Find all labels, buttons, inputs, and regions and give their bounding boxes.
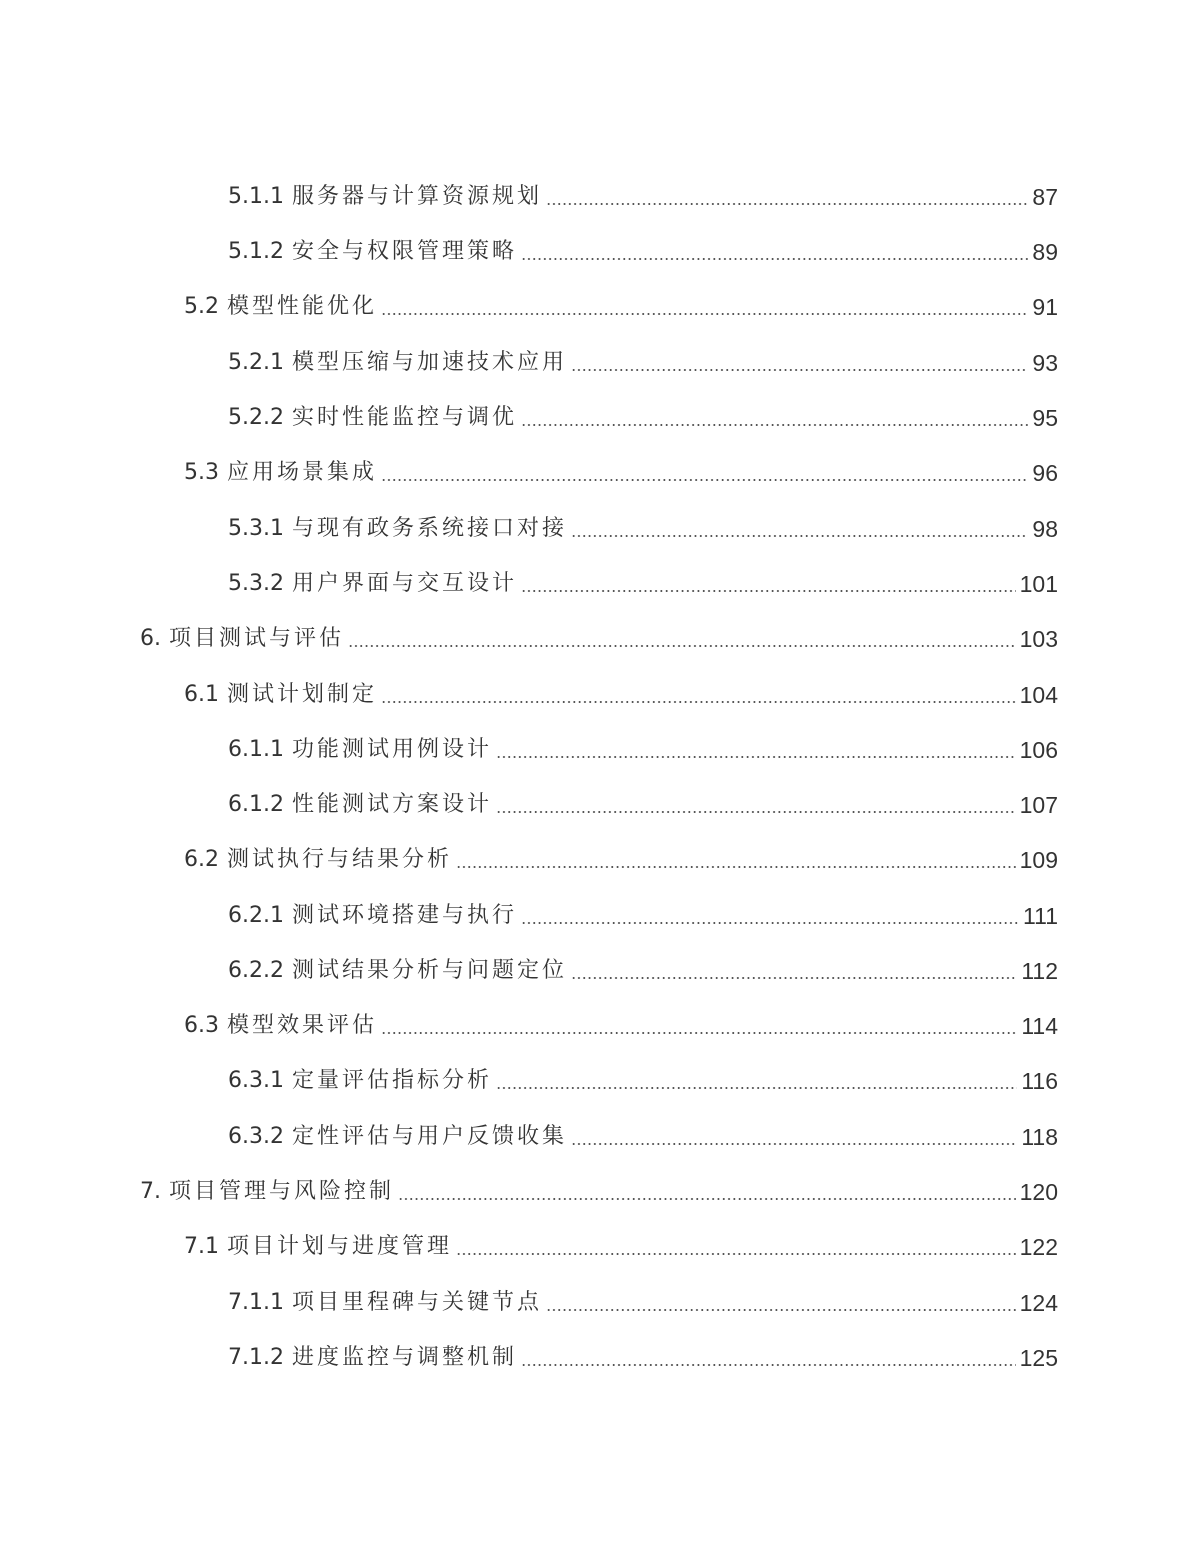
- toc-entry-title: 测试环境搭建与执行: [291, 903, 517, 928]
- toc-entry-page: 107: [1019, 792, 1058, 818]
- toc-entry-title: 项目测试与评估: [169, 626, 345, 651]
- dot-leader: [571, 1143, 1017, 1145]
- toc-entry-number: 7.: [140, 1179, 161, 1204]
- toc-entry-number: 6.3: [184, 1013, 219, 1038]
- dot-leader: [496, 811, 1016, 813]
- toc-entry-title: 项目管理与风险控制: [169, 1179, 395, 1204]
- toc-entry-page: 118: [1021, 1124, 1058, 1150]
- toc-entry-title: 测试计划制定: [227, 682, 378, 707]
- dot-leader: [381, 701, 1016, 703]
- toc-entry[interactable]: [228, 780, 1058, 820]
- toc-entry-title: 用户界面与交互设计: [291, 571, 517, 596]
- toc-entry[interactable]: [228, 891, 1058, 931]
- toc-entry-title: 实时性能监控与调优: [291, 405, 517, 430]
- toc-entry-page: 87: [1032, 184, 1058, 210]
- toc-entry[interactable]: [140, 1167, 1058, 1207]
- toc-entry-number: 7.1.1: [228, 1290, 284, 1315]
- toc-entry-title: 定量评估指标分析: [291, 1068, 492, 1093]
- toc-entry-number: 5.1.1: [228, 184, 284, 209]
- toc-entry[interactable]: [228, 1333, 1058, 1373]
- toc-entry-page: 116: [1021, 1068, 1058, 1094]
- dot-leader: [521, 590, 1016, 592]
- toc-entry-page: 95: [1032, 405, 1058, 431]
- toc-entry-title: 模型效果评估: [227, 1013, 378, 1038]
- dot-leader: [571, 977, 1017, 979]
- dot-leader: [381, 1032, 1017, 1034]
- toc-entry-title: 功能测试用例设计: [291, 737, 492, 762]
- toc-entry[interactable]: [184, 1001, 1058, 1041]
- toc-entry-page: 98: [1032, 516, 1058, 542]
- toc-entry-title: 服务器与计算资源规划: [291, 184, 542, 209]
- toc-entry-number: 6.: [140, 626, 161, 651]
- toc-entry-number: 7.1: [184, 1234, 219, 1259]
- toc-entry-title: 项目里程碑与关键节点: [291, 1290, 542, 1315]
- toc-entry[interactable]: [228, 1112, 1058, 1152]
- toc-entry[interactable]: [184, 1222, 1058, 1262]
- toc-entry[interactable]: [140, 614, 1058, 654]
- toc-entry-page: 104: [1019, 682, 1058, 708]
- toc-entry[interactable]: [228, 725, 1058, 765]
- toc-entry-number: 6.1.2: [228, 792, 284, 817]
- toc-entry[interactable]: [228, 393, 1058, 433]
- toc-entry-page: 114: [1021, 1013, 1058, 1039]
- toc-entry-number: 6.2.2: [228, 958, 284, 983]
- toc-entry-page: 120: [1019, 1179, 1058, 1205]
- toc-entry-number: 6.3.2: [228, 1124, 284, 1149]
- toc-entry-title: 性能测试方案设计: [291, 792, 492, 817]
- toc-entry-number: 6.1: [184, 682, 219, 707]
- toc-entry[interactable]: [228, 338, 1058, 378]
- toc-entry-number: 5.3.1: [228, 516, 284, 541]
- toc-entry-number: 5.3: [184, 460, 219, 485]
- toc-entry-title: 模型性能优化: [227, 294, 378, 319]
- toc-entry-number: 6.3.1: [228, 1068, 284, 1093]
- dot-leader: [546, 1309, 1016, 1311]
- toc-entry-number: 6.1.1: [228, 737, 284, 762]
- toc-entry-page: 124: [1019, 1290, 1058, 1316]
- dot-leader: [381, 313, 1028, 315]
- toc-entry-page: 111: [1023, 903, 1058, 929]
- dot-leader: [521, 424, 1028, 426]
- dot-leader: [398, 1198, 1016, 1200]
- toc-entry-title: 进度监控与调整机制: [291, 1345, 517, 1370]
- toc-entry-title: 应用场景集成: [227, 460, 378, 485]
- toc-entry-page: 109: [1019, 847, 1058, 873]
- toc-entry-number: 5.2: [184, 294, 219, 319]
- toc-entry[interactable]: [228, 559, 1058, 599]
- toc-entry[interactable]: [228, 946, 1058, 986]
- toc-entry-page: 125: [1019, 1345, 1058, 1371]
- toc-entry-number: 6.2: [184, 847, 219, 872]
- dot-leader: [456, 866, 1016, 868]
- toc-entry-page: 91: [1032, 294, 1058, 320]
- toc-entry[interactable]: [184, 670, 1058, 710]
- toc-entry[interactable]: [184, 448, 1058, 488]
- dot-leader: [381, 479, 1028, 481]
- toc-entry-title: 安全与权限管理策略: [291, 239, 517, 264]
- toc-entry-number: 5.2.2: [228, 405, 284, 430]
- dot-leader: [521, 1364, 1016, 1366]
- dot-leader: [348, 645, 1016, 647]
- toc-entry-page: 101: [1019, 571, 1058, 597]
- dot-leader: [496, 756, 1016, 758]
- dot-leader: [521, 258, 1028, 260]
- dot-leader: [496, 1087, 1017, 1089]
- dot-leader: [546, 203, 1028, 205]
- toc-entry[interactable]: [228, 172, 1058, 212]
- toc-entry-title: 项目计划与进度管理: [227, 1234, 453, 1259]
- toc-entry-number: 5.2.1: [228, 350, 284, 375]
- toc-entry-number: 5.1.2: [228, 239, 284, 264]
- toc-entry[interactable]: [228, 1056, 1058, 1096]
- dot-leader: [521, 922, 1019, 924]
- toc-entry-number: 7.1.2: [228, 1345, 284, 1370]
- toc-entry-page: 93: [1032, 350, 1058, 376]
- toc-entry-page: 89: [1032, 239, 1058, 265]
- toc-entry-title: 定性评估与用户反馈收集: [291, 1124, 567, 1149]
- dot-leader: [571, 369, 1028, 371]
- toc-entry-page: 103: [1019, 626, 1058, 652]
- toc-entry-title: 与现有政务系统接口对接: [291, 516, 567, 541]
- toc-entry-number: 6.2.1: [228, 903, 284, 928]
- toc-entry[interactable]: [228, 227, 1058, 267]
- toc-entry-title: 测试执行与结果分析: [227, 847, 453, 872]
- toc-entry[interactable]: [184, 282, 1058, 322]
- toc-entry[interactable]: [184, 835, 1058, 875]
- dot-leader: [571, 535, 1028, 537]
- toc-entry-number: 5.3.2: [228, 571, 284, 596]
- toc-entry-page: 122: [1019, 1234, 1058, 1260]
- toc-entry-page: 96: [1032, 460, 1058, 486]
- toc-entry-title: 模型压缩与加速技术应用: [291, 350, 567, 375]
- toc-entry[interactable]: [228, 504, 1058, 544]
- toc-entry-title: 测试结果分析与问题定位: [291, 958, 567, 983]
- toc-entry-page: 112: [1021, 958, 1058, 984]
- toc-entry-page: 106: [1019, 737, 1058, 763]
- toc-entry[interactable]: [228, 1278, 1058, 1318]
- dot-leader: [456, 1253, 1016, 1255]
